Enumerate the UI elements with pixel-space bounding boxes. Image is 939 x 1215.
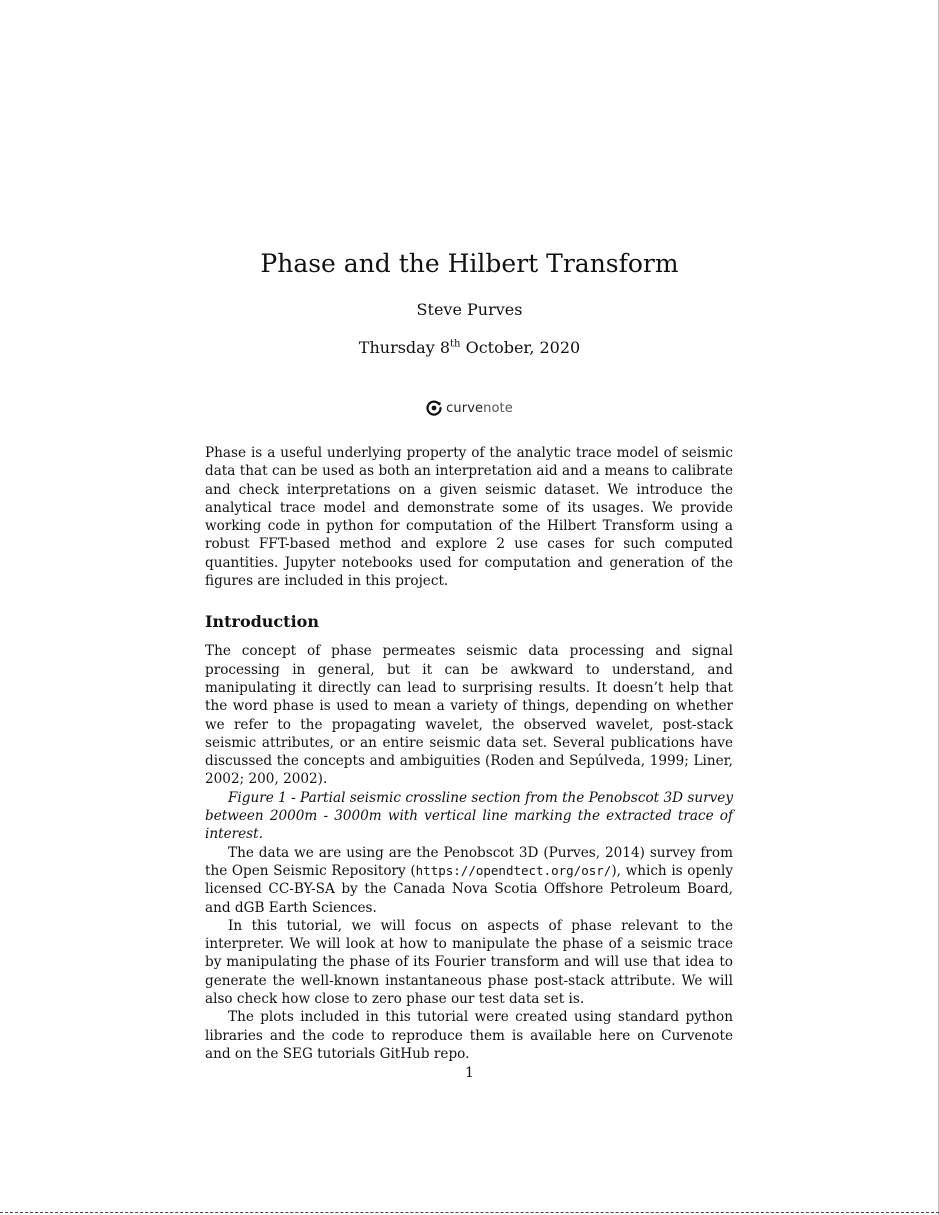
section-heading-introduction: Introduction bbox=[205, 612, 319, 632]
intro-paragraph-3: In this tutorial, we will focus on aspects of phase relevant to the interpreter. We will look at how to manipulate the phase of a seismic trace by manipulating the phase of its Fourier transform and will use that idea to generate the well-known instantaneous phase post-stack attribute. We will also check how close to zero phase our test data set is. bbox=[205, 917, 733, 1008]
figure-caption: Figure 1 - Partial seismic crossline section from the Penobscot 3D survey between 2000m - 3000m with vertical line marking the extracted trace of interest. bbox=[205, 789, 733, 843]
page-number: 1 bbox=[465, 1065, 474, 1081]
p2-text-after: ), which is openly licensed CC-BY-SA by the Canada Nova Scotia Offshore Petroleum Board, and dGB Earth Sciences. bbox=[205, 862, 734, 916]
wordmark-curve: curve bbox=[446, 400, 484, 416]
p2-text-before: The data we are using are the Penobscot 3D (Purves, 2014) survey from the Open Seismic Repository ( bbox=[205, 844, 733, 879]
curvenote-logo bbox=[0, 400, 939, 416]
curvenote-icon bbox=[426, 400, 442, 416]
curvenote-wordmark bbox=[446, 401, 513, 416]
date-ordinal: th bbox=[450, 338, 461, 350]
abstract: Phase is a useful underlying property of the analytic trace model of seismic data that can be used as both an interpretation aid and a means to calibrate and check interpretations on a given seismic dataset. We introduce the analytical trace model and demonstrate some of its usages. We provide working code in python for computation of the Hilbert Transform using a robust FFT-based method and explore 2 use cases for such computed quantities. Jupyter notebooks used for computation and generation of the figures are included in this project. bbox=[205, 445, 733, 590]
page-break-line bbox=[0, 1212, 939, 1213]
wordmark-note: note bbox=[483, 400, 513, 416]
intro-paragraph-4: The plots included in this tutorial were created using standard python libraries and the code to reproduce them is available here on Curvenote and on the SEG tutorials GitHub repo. bbox=[205, 1009, 733, 1062]
paper-body bbox=[205, 444, 733, 1063]
paper-title: Phase and the Hilbert Transform bbox=[260, 249, 679, 278]
publication-date bbox=[0, 338, 939, 358]
date-prefix: Thursday 8 bbox=[358, 338, 451, 357]
repository-link[interactable]: https://opendtect.org/osr/ bbox=[415, 862, 612, 878]
intro-paragraph-1: The concept of phase permeates seismic data processing and signal processing in general, but it can be awkward to understand, and manipulating it directly can lead to surprising results. It doesn’t help that the word phase is used to mean a variety of things, depending on whether we refer to the propagating wavelet, the observed wavelet, post-stack seismic attributes, or an entire seismic data set. Several publications have discussed the concepts and ambiguities (Roden and Sepúlveda, 1999; Liner, 2002; 200, 2002). bbox=[205, 643, 733, 788]
author-name: Steve Purves bbox=[416, 300, 523, 319]
date-suffix: October, 2020 bbox=[460, 338, 581, 357]
intro-paragraph-2 bbox=[205, 844, 733, 917]
